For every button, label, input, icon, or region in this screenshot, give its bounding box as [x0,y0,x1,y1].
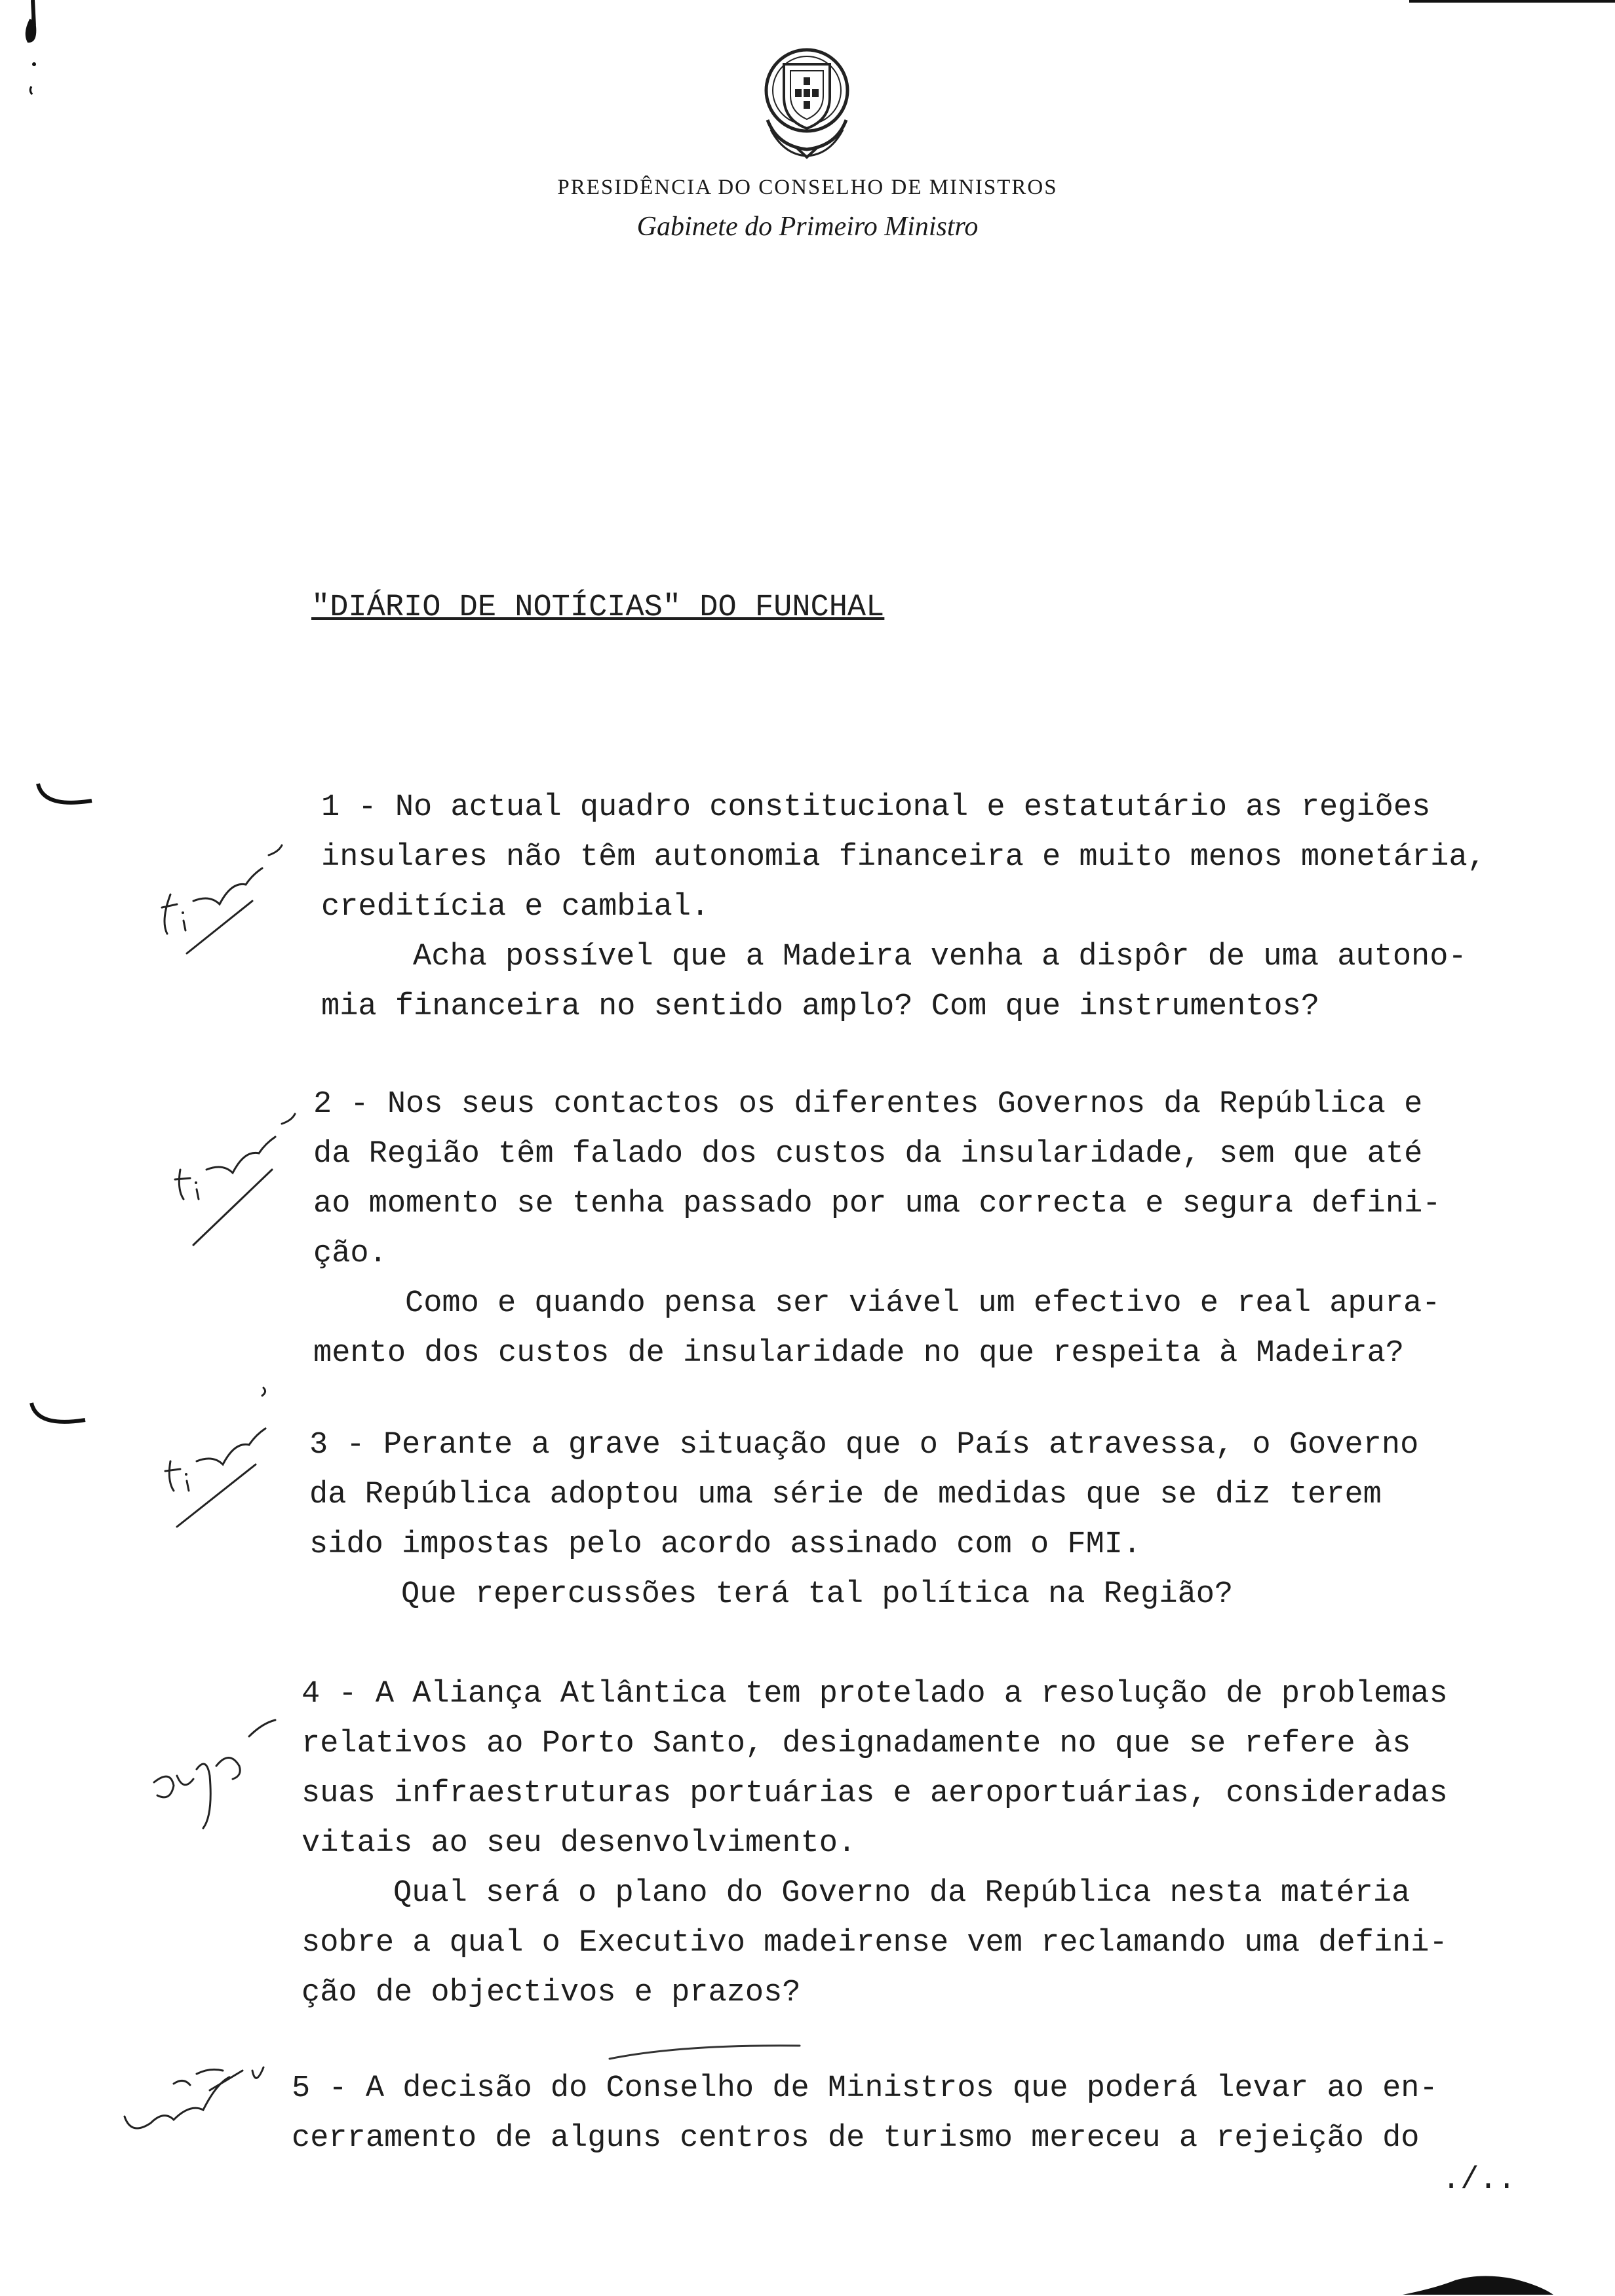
question-line: Que repercussões terá tal política na Região? [401,1577,1234,1612]
bracket-mark-icon [26,1399,92,1432]
organization-name: PRESIDÊNCIA DO CONSELHO DE MINISTROS [557,176,1058,199]
scan-edge-mark [1409,0,1615,3]
question-line: da República adoptou uma série de medidas que se diz terem [309,1478,1382,1512]
question-line: 2 - Nos seus contactos os diferentes Governos da República e [313,1087,1423,1122]
question-3 [309,1421,1418,1620]
cabinet-name: Gabinete do Primeiro Ministro [636,212,979,242]
question-line: vitais ao seu desenvolvimento. [302,1826,857,1861]
question-line: 3 - Perante a grave situação que o País atravessa, o Governo [309,1428,1419,1463]
question-2 [313,1080,1441,1379]
question-line: ao momento se tenha passado por uma correcta e segura defini- [313,1187,1441,1221]
portuguese-coat-of-arms-icon [745,38,869,163]
scan-smudge-icon [1396,2268,1553,2296]
question-line: Qual será o plano do Governo da República nesta matéria [393,1876,1411,1911]
question-line: ção de objectivos e prazos? [302,1976,801,2010]
question-line: sido impostas pelo acordo assinado com o FMI. [309,1527,1142,1562]
handwritten-annotation-icon [144,1704,302,1835]
question-line: insulares não têm autonomia financeira e muito menos monetária, [321,840,1486,875]
question-line: suas infraestruturas portuárias e aeroportuárias, consideradas [302,1776,1448,1811]
question-line: 1 - No actual quadro constitucional e estatutário as regiões [321,790,1431,825]
handwritten-annotation-icon [167,1107,318,1258]
question-1 [321,783,1486,1032]
question-line: relativos ao Porto Santo, designadamente no que se refere às [302,1727,1411,1761]
question-line: Acha possível que a Madeira venha a dispôr de uma autono- [413,940,1467,974]
question-line: da Região têm falado dos custos da insularidade, sem que até [313,1137,1423,1172]
question-line: mia financeira no sentido amplo? Com que instrumentos? [321,989,1320,1024]
ink-mark-icon [20,0,46,105]
question-line: ção. [313,1236,387,1271]
bracket-mark-icon [33,780,98,813]
question-line: Como e quando pensa ser viável um efectivo e real apura- [405,1286,1441,1321]
document-title: "DIÁRIO DE NOTÍCIAS" DO FUNCHAL [311,590,885,625]
question-line: 5 - A decisão do Conselho de Ministros que poderá levar ao en- [292,2071,1438,2106]
question-5 [292,2064,1438,2164]
page-continuation-mark: ./.. [1442,2163,1516,2198]
handwritten-annotation-icon [151,1383,302,1533]
handwritten-annotation-icon [111,2038,295,2149]
handwritten-annotation-icon [147,822,298,960]
question-line: 4 - A Aliança Atlântica tem protelado a resolução de problemas [302,1677,1448,1712]
question-line: cerramento de alguns centros de turismo mereceu a rejeição do [292,2121,1420,2156]
handwritten-stroke-icon [603,2039,806,2065]
question-line: mento dos custos de insularidade no que respeita à Madeira? [313,1336,1405,1371]
question-line: sobre a qual o Executivo madeirense vem reclamando uma defini- [302,1926,1448,1961]
question-4 [302,1670,1448,2018]
question-line: creditícia e cambial. [321,890,710,925]
